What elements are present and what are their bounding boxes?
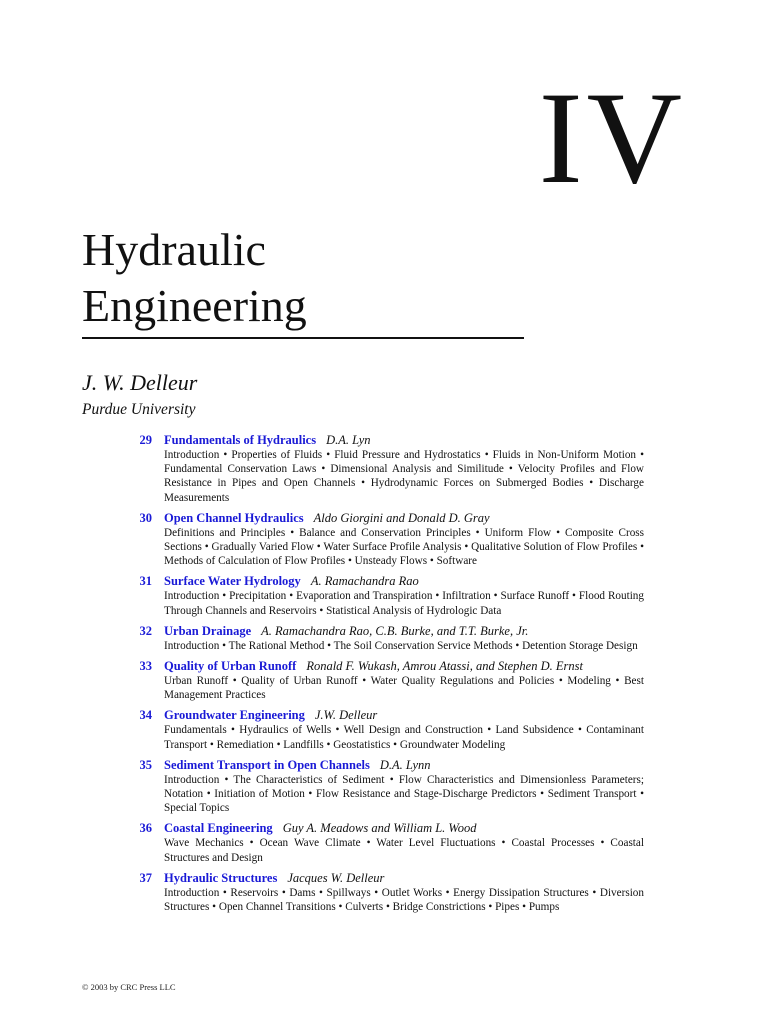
chapter-number: 31 <box>139 574 152 589</box>
part-title <box>82 222 307 334</box>
chapter-entry <box>132 820 644 864</box>
chapter-topics: Introduction • Properties of Fluids • Fluid Pressure and Hydrostatics • Fluids in Non-Uniform Motion • Fundamental Conservation Laws • Dimensional Analysis and Similitude • Velocity Profiles and Flow Resistance in Pipes and Open Channels • Hydrodynamic Forces on Submerged Bodies • Discharge Measurements <box>164 449 644 504</box>
chapter-title-link[interactable]: Coastal Engineering <box>164 821 273 836</box>
chapter-number: 33 <box>139 659 152 674</box>
chapter-title-link[interactable]: Groundwater Engineering <box>164 708 305 723</box>
section-editor: J. W. Delleur <box>82 370 198 395</box>
chapter-topics: Definitions and Principles • Balance and Conservation Principles • Uniform Flow • Composite Cross Sections • Gradually Varied Flow • Water Surface Profile Analysis • Qualitative Solution of Flow Profiles • Methods of Calculation of Flow Profiles • Unsteady Flows • Software <box>164 526 644 568</box>
chapter-topics: Fundamentals • Hydraulics of Wells • Well Design and Construction • Land Subsidence • Contaminant Transport • Remediation • Landfills • Geostatistics • Groundwater Modeling <box>164 724 644 751</box>
chapter-authors: Jacques W. Delleur <box>287 870 385 885</box>
chapter-number: 36 <box>139 821 152 836</box>
chapter-topics: Introduction • The Rational Method • The Soil Conservation Service Methods • Detention Storage Design <box>164 639 638 652</box>
editor-affiliation: Purdue University <box>82 401 196 418</box>
chapter-topics: Introduction • Precipitation • Evaporation and Transpiration • Infiltration • Surface Runoff • Flood Routing Through Channels and Reservoirs • Statistical Analysis of Hydrologic Data <box>164 590 644 617</box>
chapter-topics: Urban Runoff • Quality of Urban Runoff • Water Quality Regulations and Policies • Modeling • Best Management Practices <box>164 675 644 702</box>
chapter-title-link[interactable]: Sediment Transport in Open Channels <box>164 757 370 772</box>
part-number: IV <box>538 64 686 211</box>
chapter-entry <box>132 573 644 617</box>
part-title-line1: Hydraulic <box>82 224 266 275</box>
chapter-entry <box>132 870 644 914</box>
chapter-topics: Introduction • The Characteristics of Sediment • Flow Characteristics and Dimensionless Parameters; Notation • Initiation of Motion • Flow Resistance and Stage-Discharge Predictors • Sediment Transport • Special Topics <box>164 773 644 815</box>
chapter-title-link[interactable]: Hydraulic Structures <box>164 870 278 885</box>
chapter-title-link[interactable]: Open Channel Hydraulics <box>164 510 304 525</box>
chapter-number: 30 <box>139 510 152 525</box>
chapter-topics: Wave Mechanics • Ocean Wave Climate • Water Level Fluctuations • Coastal Processes • Coastal Structures and Design <box>164 837 644 864</box>
chapter-authors: D.A. Lyn <box>326 433 371 447</box>
title-rule <box>82 337 524 339</box>
chapter-entry <box>132 510 644 569</box>
chapter-number: 34 <box>139 708 152 723</box>
chapter-title-link[interactable]: Quality of Urban Runoff <box>164 659 297 674</box>
copyright-footer: © 2003 by CRC Press LLC <box>82 982 176 992</box>
chapter-authors: Aldo Giorgini and Donald D. Gray <box>313 510 490 525</box>
chapter-number: 37 <box>139 870 152 885</box>
chapter-title-link[interactable]: Urban Drainage <box>164 623 252 638</box>
chapter-authors: A. Ramachandra Rao <box>310 574 419 589</box>
chapter-entry <box>132 757 644 816</box>
chapter-entry <box>132 658 644 702</box>
chapter-authors: A. Ramachandra Rao, C.B. Burke, and T.T. Burke, Jr. <box>261 623 529 638</box>
chapter-title-link[interactable]: Surface Water Hydrology <box>164 574 301 589</box>
chapter-number: 35 <box>139 757 152 772</box>
chapter-title-link[interactable]: Fundamentals of Hydraulics <box>164 433 317 447</box>
chapter-authors: D.A. Lynn <box>379 757 431 772</box>
chapter-authors: Guy A. Meadows and William L. Wood <box>282 821 477 836</box>
chapter-authors: J.W. Delleur <box>314 708 378 723</box>
chapter-list <box>132 432 644 919</box>
chapter-entry <box>132 432 644 505</box>
chapter-authors: Ronald F. Wukash, Amrou Atassi, and Stephen D. Ernst <box>306 659 583 674</box>
chapter-topics: Introduction • Reservoirs • Dams • Spillways • Outlet Works • Energy Dissipation Structures • Diversion Structures • Open Channel Transitions • Culverts • Bridge Constrictions • Pipes • Pumps <box>164 886 644 914</box>
chapter-number: 32 <box>139 623 152 638</box>
chapter-entry <box>132 707 644 751</box>
chapter-entry <box>132 623 644 653</box>
chapter-number: 29 <box>139 433 152 447</box>
part-title-line2: Engineering <box>82 280 307 331</box>
